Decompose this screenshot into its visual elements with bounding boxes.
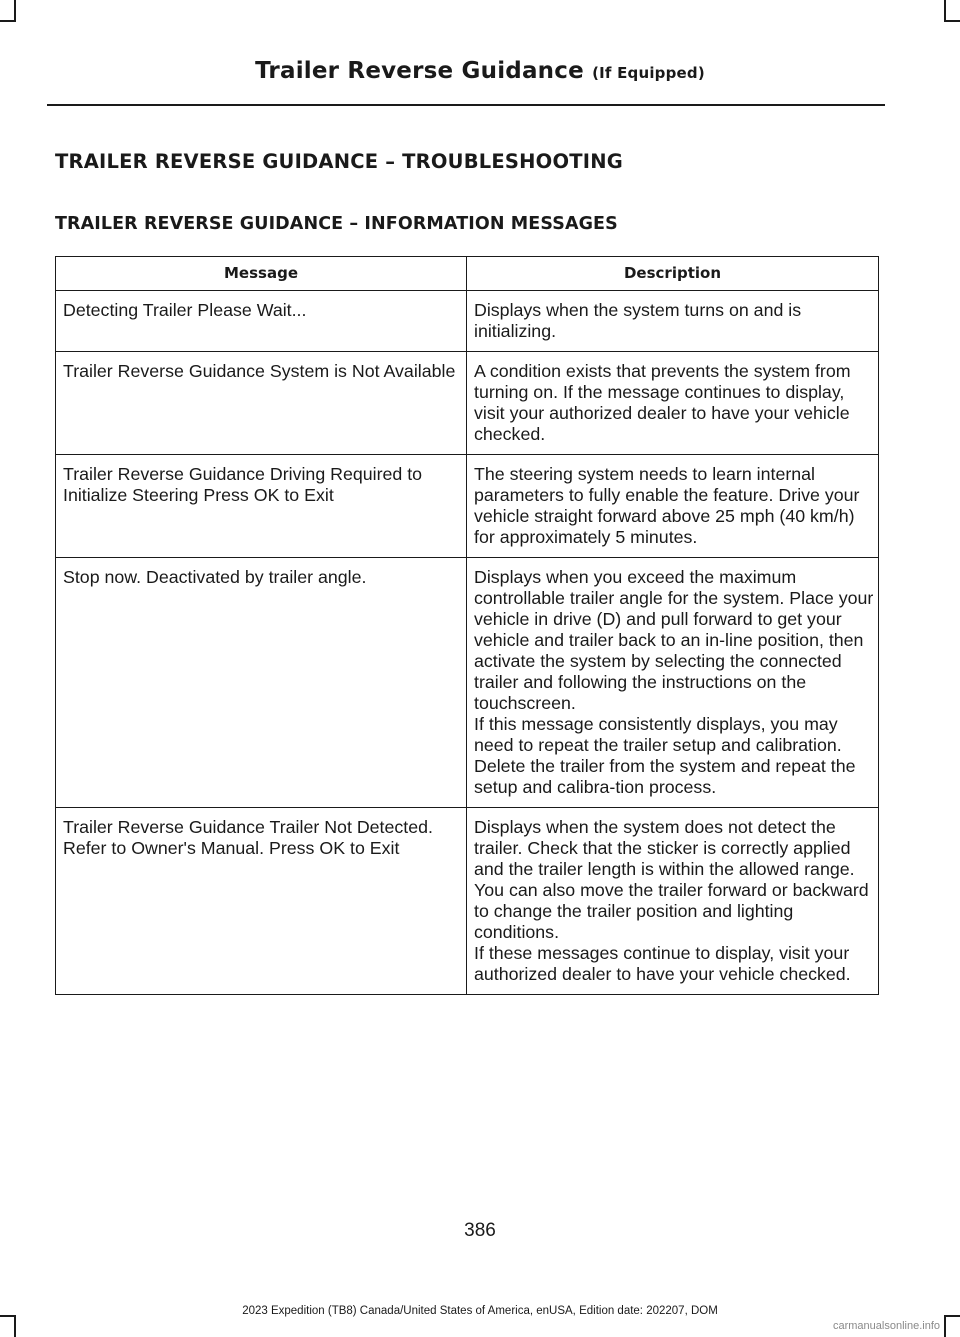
table-header-row (56, 257, 879, 291)
description-text: Displays when the system does not detect the trailer. Check that the sticker is correctly applied and the trailer length is within the allowed range. You can also move the trailer forward or backward to change the trailer position and lighting conditions. (474, 817, 869, 942)
description-text: A condition exists that prevents the system from turning on. If the message continues to display, visit your authorized dealer to have your vehicle checked. (474, 361, 851, 444)
watermark: carmanualsonline.info (832, 1320, 940, 1332)
description-text: If this message consistently displays, you may need to repeat the trailer setup and calibration. Delete the trailer from the system and repeat the setup and calibra-tion process. (474, 714, 856, 797)
header-title-suffix: (If Equipped) (592, 64, 705, 82)
description-cell (467, 352, 879, 455)
crop-mark-top-right (944, 0, 946, 20)
description-text: Displays when you exceed the maximum controllable trailer angle for the system. Place your vehicle in drive (D) and pull forward to get your vehicle and trailer back to an in-line position, then activate the system by selecting the connected trailer and following the instructions on the touchscreen. (474, 567, 874, 713)
message-cell: Detecting Trailer Please Wait... (56, 291, 467, 352)
header-rule (47, 104, 885, 106)
description-cell (467, 808, 879, 995)
section-subheading: TRAILER REVERSE GUIDANCE – INFORMATION MESSAGES (55, 214, 618, 234)
message-cell: Stop now. Deactivated by trailer angle. (56, 558, 467, 808)
column-header-description: Description (467, 257, 879, 291)
section-heading: TRAILER REVERSE GUIDANCE – TROUBLESHOOTING (55, 150, 623, 173)
message-cell: Trailer Reverse Guidance Driving Required to Initialize Steering Press OK to Exit (56, 455, 467, 558)
description-cell (467, 455, 879, 558)
edition-info: 2023 Expedition (TB8) Canada/United States of America, enUSA, Edition date: 202207, DOM (242, 1305, 718, 1317)
message-cell: Trailer Reverse Guidance Trailer Not Detected. Refer to Owner's Manual. Press OK to Exit (56, 808, 467, 995)
crop-mark-top-left (14, 0, 16, 20)
page-number: 386 (464, 1220, 496, 1241)
crop-mark-bottom-right (944, 1317, 946, 1337)
page-header (0, 58, 960, 84)
table-row (56, 558, 879, 808)
table-row (56, 455, 879, 558)
header-title: Trailer Reverse Guidance (255, 58, 584, 84)
table-row (56, 808, 879, 995)
description-cell (467, 291, 879, 352)
message-cell: Trailer Reverse Guidance System is Not Available (56, 352, 467, 455)
information-messages-table (55, 256, 879, 995)
crop-mark-bottom-left (14, 1317, 16, 1337)
description-text: The steering system needs to learn internal parameters to fully enable the feature. Drive your vehicle straight forward above 25 mph (40 km/h) for approximately 5 minutes. (474, 464, 860, 547)
table-row (56, 291, 879, 352)
crop-mark-top-left-h (0, 20, 16, 22)
table-row (56, 352, 879, 455)
description-text: If these messages continue to display, visit your authorized dealer to have your vehicle checked. (474, 943, 851, 984)
description-text: Displays when the system turns on and is initializing. (474, 300, 802, 341)
description-cell (467, 558, 879, 808)
crop-mark-top-right-h (944, 20, 960, 22)
column-header-message: Message (56, 257, 467, 291)
